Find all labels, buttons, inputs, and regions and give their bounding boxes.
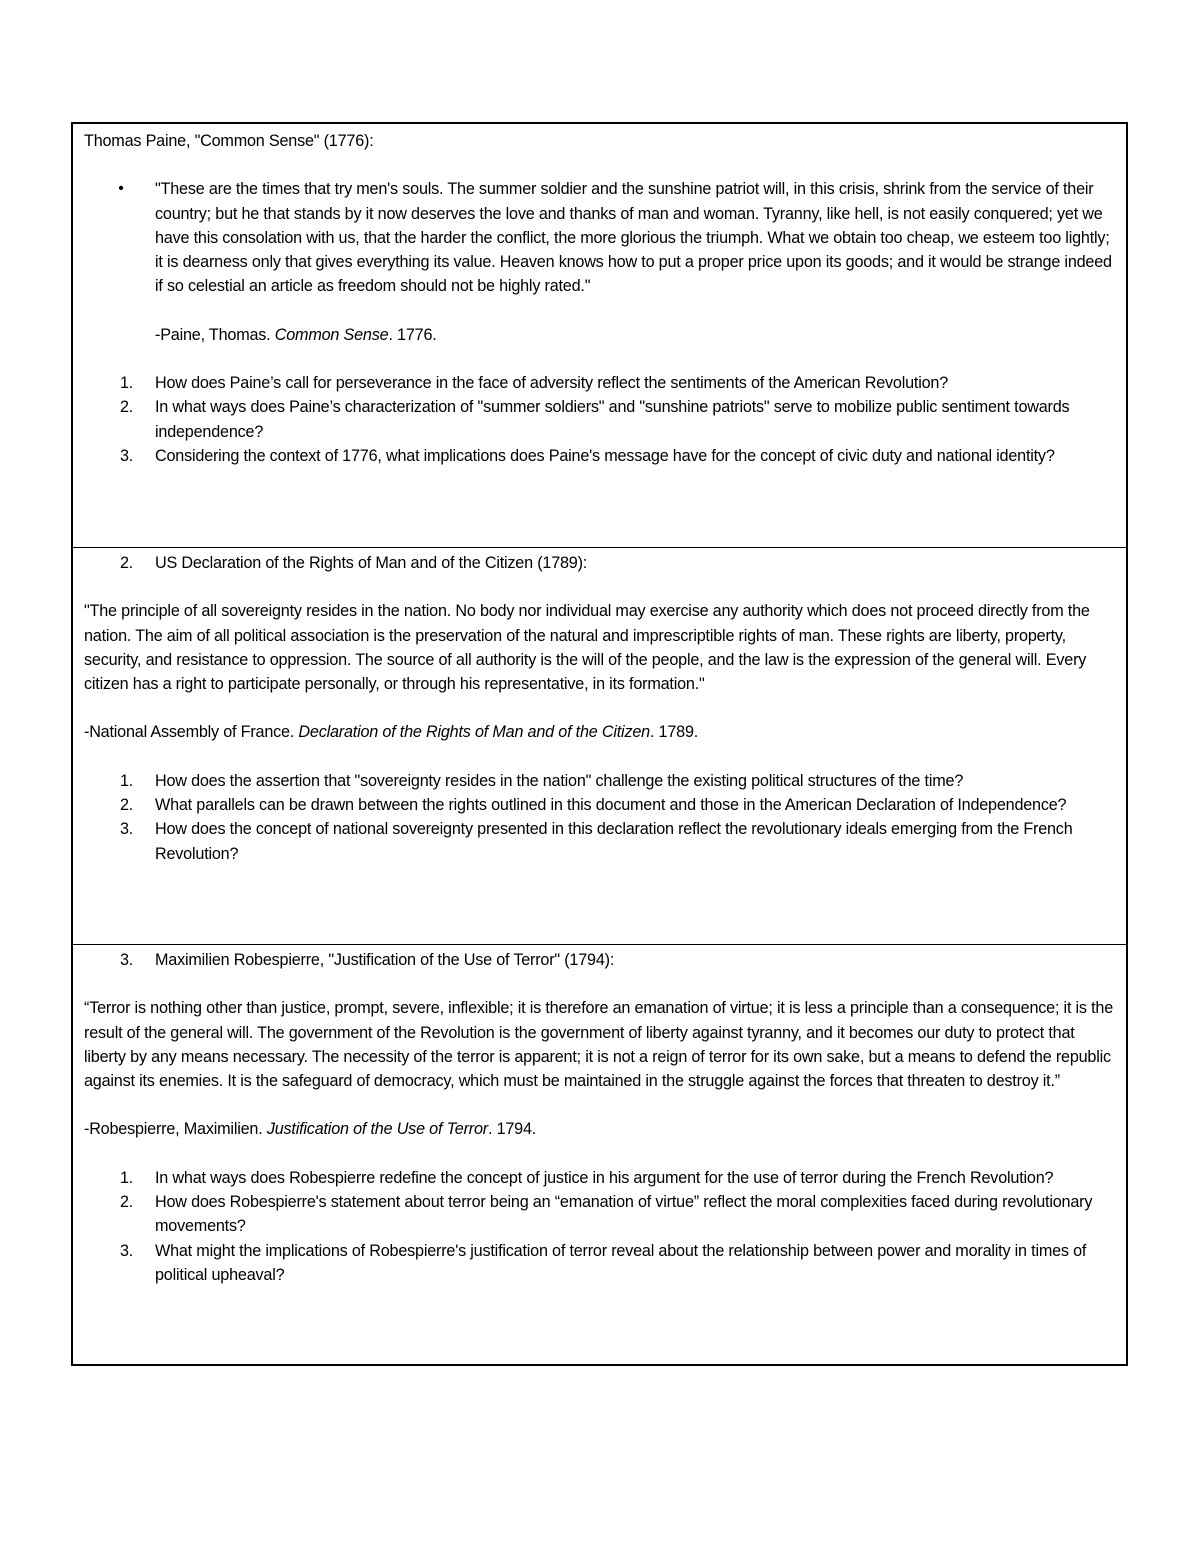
section-paine [73,124,1126,547]
question-list [84,371,1114,468]
citation-suffix: . 1794. [487,1120,537,1139]
list-number: 1. [120,1168,134,1187]
section-heading [84,948,1114,972]
citation [84,323,1114,347]
question-list [84,769,1114,866]
citation-suffix: . 1789. [649,723,699,742]
list-item [84,793,1114,817]
citation [84,720,1114,744]
citation-suffix: . 1776. [388,325,437,344]
citation [84,1117,1114,1141]
citation-prefix: -Robespierre, Maximilien. [84,1120,267,1139]
section-heading: Thomas Paine, "Common Sense" (1776): [84,132,374,150]
citation-title: Justification of the Use of Terror [266,1120,488,1139]
section-robespierre [73,944,1126,1364]
question-text: In what ways does Robespierre redefine the concept of justice in his argument for the use of terror during the French Revolution? [155,1168,1054,1187]
question-text: Considering the context of 1776, what implications does Paine's message have for the concept of civic duty and national identity? [155,446,1055,465]
list-number: 2. [120,1193,134,1212]
citation-prefix: -National Assembly of France. [84,723,299,742]
question-text: How does the assertion that "sovereignty resides in the nation" challenge the existing political structures of the time? [155,771,964,790]
list-item [84,371,1114,395]
document-table [71,122,1128,1366]
heading-text: Maximilien Robespierre, "Justification of the Use of Terror" (1794): [155,951,615,969]
question-text: How does Robespierre's statement about terror being an “emanation of virtue” reflect the moral complexities faced during revolutionary movements? [155,1193,1093,1236]
quote-bullet [84,177,1114,298]
question-text: How does the concept of national sovereignty presented in this declaration reflect the revolutionary ideals emerging from the French Revolution? [155,820,1073,863]
section-heading [84,551,1114,575]
quote-text: “Terror is nothing other than justice, prompt, severe, inflexible; it is therefore an emanation of virtue; it is less a principle than a consequence; it is the result of the general will. The government of the Revolution is the government of liberty against tyranny, and it becomes our duty to protect that liberty by any means necessary. The necessity of the terror is apparent; it is not a reign of terror for its own sake, but a means to defend the republic against its enemies. It is the safeguard of democracy, which must be maintained in the struggle against the forces that threaten to destroy it.” [84,999,1114,1091]
list-item [84,1166,1114,1190]
list-number: 3. [120,1241,134,1260]
list-item [84,395,1114,444]
list-number: 2. [120,796,134,815]
bullet-icon: • [118,180,124,198]
quote-text: "The principle of all sovereignty resides in the nation. No body nor individual may exercise any authority which does not proceed directly from the nation. The aim of all political association is the preservation of the natural and imprescriptible rights of man. These rights are liberty, property, security, and resistance to oppression. The source of all authority is the will of the people, and the law is the expression of the general will. Every citizen has a right to participate personally, or through his representative, in its formation." [84,602,1090,694]
list-item [84,1239,1114,1288]
heading-number: 3. [120,951,134,969]
list-item [84,817,1114,866]
list-item [84,1190,1114,1239]
heading-text: US Declaration of the Rights of Man and of the Citizen (1789): [155,554,588,572]
citation-prefix: -Paine, Thomas. [155,325,275,344]
list-number: 3. [120,446,134,465]
list-number: 1. [120,374,134,393]
citation-title: Common Sense [274,325,389,344]
citation-title: Declaration of the Rights of Man and of the Citizen [298,723,650,742]
question-list [84,1166,1114,1287]
quote-text: "These are the times that try men's souls. The summer soldier and the sunshine patriot will, in this crisis, shrink from the service of their country; but he that stands by it now deserves the love and thanks of man and woman. Tyranny, like hell, is not easily conquered; yet we have this consolation with us, that the harder the conflict, the more glorious the triumph. What we obtain too cheap, we esteem too lightly; it is dearness only that gives everything its value. Heaven knows how to put a proper price upon its goods; and it would be strange indeed if so celestial an article as freedom should not be highly rated." [155,180,1112,296]
list-number: 3. [120,820,134,839]
list-number: 2. [120,398,134,417]
heading-number: 2. [120,554,134,572]
question-text: What might the implications of Robespierre's justification of terror reveal about the relationship between power and morality in times of political upheaval? [155,1241,1087,1284]
question-text: What parallels can be drawn between the rights outlined in this document and those in the American Declaration of Independence? [155,796,1067,815]
list-number: 1. [120,771,134,790]
list-item [84,444,1114,468]
question-text: In what ways does Paine’s characterization of "summer soldiers" and "sunshine patriots" serve to mobilize public sentiment towards independence? [155,398,1070,441]
list-item [84,769,1114,793]
question-text: How does Paine’s call for perseverance in the face of adversity reflect the sentiments of the American Revolution? [155,374,949,393]
section-declaration [73,547,1126,944]
